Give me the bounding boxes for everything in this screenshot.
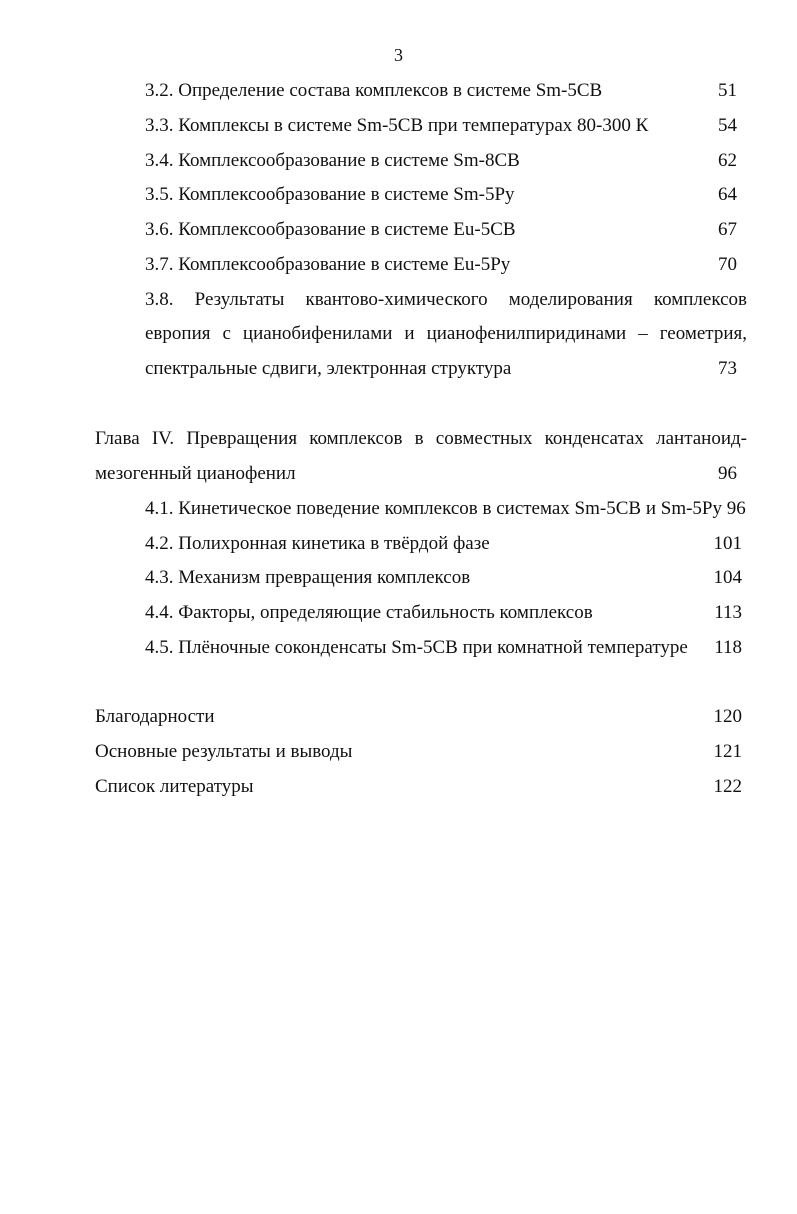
toc-entry-4-2 (145, 533, 742, 555)
toc-entry-page: 120 (713, 706, 742, 727)
toc-entry-page: 121 (713, 741, 742, 762)
toc-entry-page: 64 (718, 184, 737, 205)
toc-entry-title: спектральные сдвиги, электронная структура (145, 358, 512, 379)
toc-entry-page: 62 (718, 150, 737, 171)
toc-entry-title: 3.3. Комплексы в системе Sm-5CB при температурах 80-300 К (145, 115, 649, 136)
toc-entry-3-6 (145, 219, 737, 241)
toc-entry-page: 113 (714, 602, 742, 623)
toc-entry-4-1 (145, 498, 746, 520)
toc-entry-4-4 (145, 602, 742, 624)
toc-entry-3-5 (145, 184, 737, 206)
toc-entry-references (95, 776, 742, 798)
toc-entry-title: 4.1. Кинетическое поведение комплексов в системах Sm-5CB и Sm-5Py 96 (145, 498, 746, 519)
toc-entry-3-7 (145, 254, 737, 276)
toc-entry-page: 96 (718, 463, 737, 484)
toc-entry-title: Список литературы (95, 776, 254, 797)
toc-entry-page: 51 (718, 80, 737, 101)
toc-entry-title: 3.4. Комплексообразование в системе Sm-8CB (145, 150, 520, 171)
toc-entry-page: 54 (718, 115, 737, 136)
toc-entry-page: 118 (714, 637, 742, 658)
toc-entry-title: 3.5. Комплексообразование в системе Sm-5Py (145, 184, 515, 205)
toc-entry-title: 4.5. Плёночные соконденсаты Sm-5CB при комнатной температуре (145, 637, 688, 658)
toc-entry-3-3 (145, 115, 737, 137)
toc-entry-title: 4.4. Факторы, определяющие стабильность комплексов (145, 602, 593, 623)
toc-entry-page: 101 (713, 533, 742, 554)
toc-entry-title: 3.7. Комплексообразование в системе Eu-5Py (145, 254, 511, 275)
toc-entry-3-8-line3 (145, 358, 737, 380)
toc-entry-acknowledgements (95, 706, 742, 728)
toc-entry-title: 4.2. Полихронная кинетика в твёрдой фазе (145, 533, 490, 554)
toc-entry-4-5 (145, 637, 742, 659)
toc-entry-title: мезогенный цианофенил (95, 463, 296, 484)
chapter-4-heading-line2 (95, 463, 737, 485)
toc-entry-3-4 (145, 150, 737, 172)
toc-entry-page: 73 (718, 358, 737, 379)
toc-entry-3-2 (145, 80, 737, 102)
toc-entry-3-8-line2: европия с цианобифенилами и цианофенилпиридинами – геометрия, (145, 323, 747, 344)
toc-entry-title: Благодарности (95, 706, 215, 727)
toc-entry-4-3 (145, 567, 742, 589)
toc-entry-page: 70 (718, 254, 737, 275)
toc-entry-page: 122 (713, 776, 742, 797)
toc-entry-title: Основные результаты и выводы (95, 741, 353, 762)
toc-entry-page: 67 (718, 219, 737, 240)
page-number: 3 (394, 45, 403, 65)
toc-entry-title: 3.6. Комплексообразование в системе Eu-5CB (145, 219, 516, 240)
toc-entry-3-8-line1: 3.8. Результаты квантово-химического моделирования комплексов (145, 289, 747, 310)
toc-entry-page: 104 (713, 567, 742, 588)
chapter-4-heading-line1: Глава IV. Превращения комплексов в совместных конденсатах лантаноид- (95, 428, 747, 449)
toc-entry-title: 3.2. Определение состава комплексов в системе Sm-5CB (145, 80, 603, 101)
toc-entry-conclusions (95, 741, 742, 763)
toc-entry-title: 4.3. Механизм превращения комплексов (145, 567, 471, 588)
